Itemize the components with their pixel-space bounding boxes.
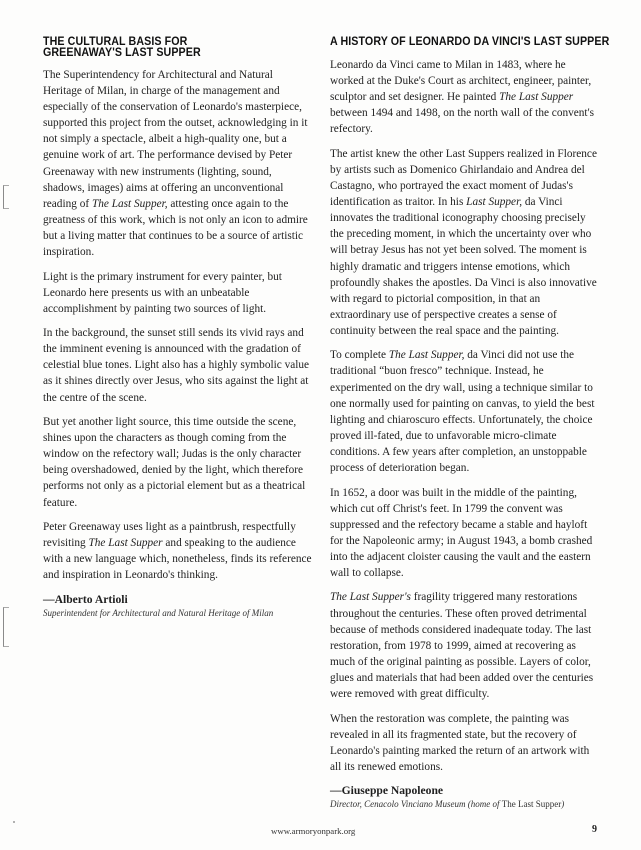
text-run: In the background, the sunset still sends its vivid rays and the imminent evening is announced with the gradation of celestial blue tones. Light also has a highly symbolic value as it shines directly over Jesus, who sits against the light at the centre of the scene. (43, 327, 310, 404)
text-run: ) (561, 799, 565, 810)
binder-mark (3, 607, 9, 647)
text-run: attesting once again to the greatness of this work, which is not only an icon to admire but a living matter that continues to be a source of artistic inspiration. (43, 197, 308, 259)
text-run: When the restoration was complete, the painting was revealed in all its fragmented state, but the recovery of Leonardo's painting marked the return of an artwork with all its renewed emotions. (330, 712, 590, 773)
scan-speck (13, 821, 15, 823)
text-run: The Superintendency for Architectural and Natural Heritage of Milan, in charge of the management and especially of the conservation of Leonardo's masterpiece, supported this project from the outset, acknowledging in it not simply a spectacle, albeit a high-quality one, but a genuine work of art. The performance devised by Peter Greenaway with new instruments (lighting, sound, shadows, images) aims at offering an unconventional reading of (43, 69, 308, 210)
paragraph (43, 325, 312, 405)
left-column (43, 36, 312, 619)
left-heading (43, 36, 290, 58)
text-run: Light is the primary instrument for every painter, but Leonardo here presents us with an unbeatable accomplishment by painting two sources of light. (43, 270, 282, 315)
left-body (43, 67, 312, 619)
paragraph (43, 269, 312, 317)
paragraph (43, 67, 312, 260)
signature-name: —Giuseppe Napoleone (330, 784, 444, 798)
text-run: da Vinci innovates the traditional iconography choosing precisely the preceding moment, in which the uncertainty over who will betray Jesus has not yet been solved. The moment is highly dramatic and triggers intense emotions, which profoundly shakes the apostles. Da Vinci is also innovative with regard to pictorial composition, in that an extraordinary use of perspective creates a sense of continuity between the real space and the painting. (330, 196, 597, 337)
text-run: To complete (330, 349, 389, 362)
binder-mark (3, 185, 9, 209)
paragraph (43, 414, 312, 511)
text-run: Director, Cenacolo Vinciano Museum (home of (330, 799, 502, 810)
paragraph (43, 519, 312, 583)
text-run: Leonardo da Vinci came to Milan in 1483, where he worked at the Duke's Court as architect, engineer, painter, sculptor and set designer. He painted (330, 59, 592, 104)
page-number: 9 (592, 824, 597, 835)
right-heading (330, 35, 610, 48)
paragraph (330, 589, 602, 702)
right-body (330, 57, 602, 810)
text-run: Peter Greenaway uses light as a paintbrush, respectfully revisiting (43, 521, 296, 550)
paragraph (330, 146, 602, 339)
italic-title: The Last Supper's (330, 591, 411, 604)
text-run: between 1494 and 1498, on the north wall of the convent's refectory. (330, 107, 594, 136)
left-heading-line: GREENAWAY'S LAST SUPPER (43, 46, 201, 59)
paragraph (330, 347, 602, 476)
italic-title: Last Supper, (466, 196, 523, 209)
text-run: fragility triggered many restorations throughout the centuries. These often proved detrimental because of methods considered inadequate today. The last restoration, from 1978 to 1999, aimed at recovering as much of the original painting as possible. Layers of color, glues and materials that had been added over the centuries were removed with great difficulty. (330, 591, 594, 701)
paragraph (330, 711, 602, 775)
text-run: But yet another light source, this time outside the scene, shines upon the characters as though coming from the window on the refectory wall; Judas is the only character being overshadowed, denied by the light, which therefore performs not only as a pictorial element but as a theatrical feature. (43, 416, 306, 509)
signature-name: —Alberto Artioli (43, 592, 128, 606)
italic-title: The Last Supper, (91, 197, 168, 210)
text-run: da Vinci did not use the traditional “buon fresco” technique. Instead, he experimented on the dry wall, using a technique similar to one normally used for painting on canvas, to yield the best lighting and chiaroscuro effects. Unfortunately, the choice proved ill-fated, due to unfavorable micro-climate conditions. A few years after completion, an unstoppable process of deterioration began. (330, 349, 595, 475)
italic-title: The Last Supper, (388, 349, 465, 362)
italic-title: The Last Supper (88, 537, 163, 550)
signature-title (330, 798, 602, 810)
signature-title: Superintendent for Architectural and Natural Heritage of Milan (43, 607, 274, 618)
upright-title: The Last Supper (501, 799, 562, 810)
paragraph (330, 485, 602, 582)
left-heading-line: THE CULTURAL BASIS FOR (43, 35, 188, 48)
footer-url: www.armoryonpark.org (271, 826, 356, 836)
right-heading-line: A HISTORY OF LEONARDO DA VINCI'S LAST SUPPER (330, 35, 610, 48)
text-run: and speaking to the audience with a new language which, nonetheless, finds its reference and inspiration in Leonardo's thinking. (43, 537, 312, 582)
text-run: In 1652, a door was built in the middle of the painting, which cut off Christ's feet. In 1799 the convent was suppressed and the refectory became a stable and hayloft for the Napoleonic army; in August 1943, a bomb crashed into the adjacent cloister causing the vault and the eastern wall to collapse. (330, 486, 593, 579)
italic-title: The Last Supper (499, 91, 574, 104)
right-column (330, 35, 610, 810)
text-run: The artist knew the other Last Suppers realized in Florence by artists such as Domenico Ghirlandaio and Andrea del Castagno, who portrayed the exact moment of Judas's identification as traitor. In his (330, 147, 597, 209)
paragraph (330, 57, 602, 137)
